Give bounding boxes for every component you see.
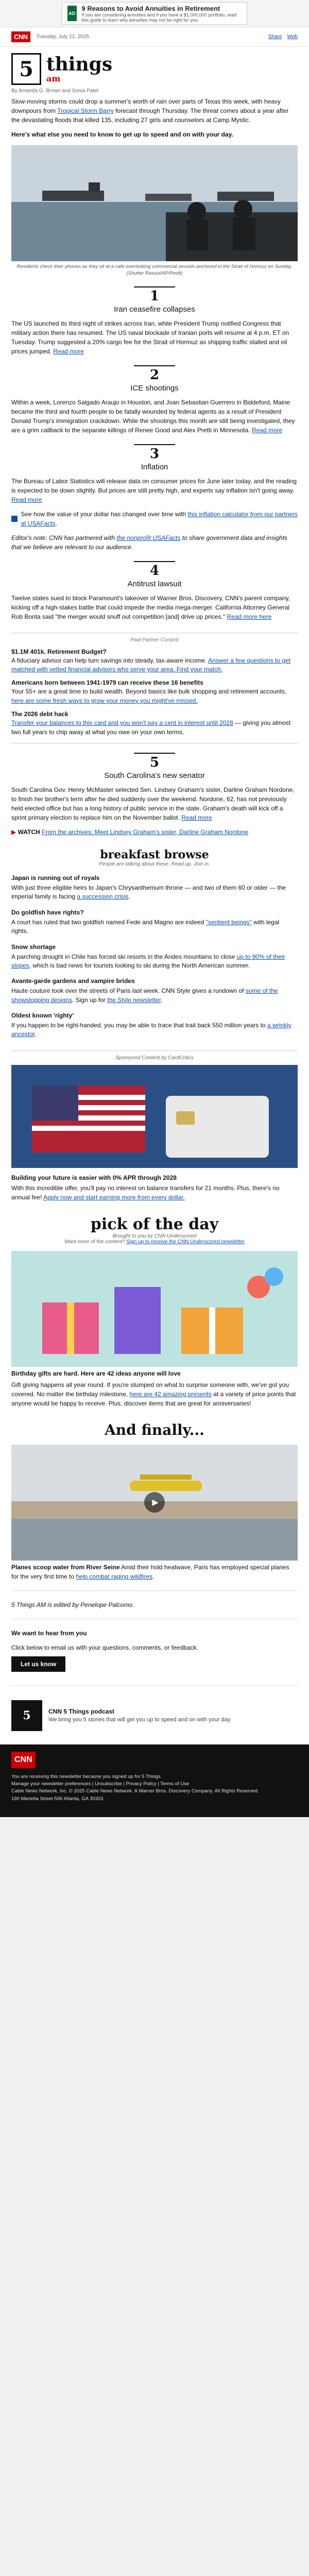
finally-body [0, 1563, 309, 1581]
credits-text: 5 Things AM is edited by Penelope Palcomo. [11, 1601, 134, 1608]
browse-item-title: Japan is running out of royals [11, 874, 100, 882]
watch-link[interactable]: From the archives: Meet Lindsey Graham's sister, Darline Graham Nordone [42, 828, 249, 836]
section-5-number: 5 [0, 755, 309, 770]
section-4-text: Twelve states sued to block Paramount's takeover of Warner Bros. Discovery, CNN's parent company, kicking off a high-stakes battle that could impede the media mega-merger. California Attorney General Rob Bonta said "the merger would snuff out competition [and] drive up prices." [11, 594, 290, 620]
browse-item-mid: . Sign up for [72, 996, 108, 1004]
intro-text-end: forecast through Thursday. The threat comes about a year after the devastating floods that killed 135, including 27 girls and counselors at Camp Mystic. [11, 107, 289, 124]
section-1-number: 1 [0, 289, 309, 304]
browse-item [11, 908, 298, 936]
browse-item [11, 1011, 298, 1039]
browse-item-end: . [35, 1030, 37, 1038]
browse-item-text: With just three eligible heirs to Japan's Chrysanthemum throne — and two of them 60 or older — the imperial family is facing [11, 884, 286, 901]
brand-bar [0, 27, 309, 47]
section-2-number: 2 [0, 367, 309, 383]
feedback-text: Click below to email us with your questions, comments, or feedback. [11, 1643, 198, 1651]
feedback-heading: We want to hear from you [11, 1629, 87, 1637]
sponsor-title[interactable]: Building your future is easier with 0% APR through 2028 [11, 1174, 177, 1181]
tropical-storm-link[interactable]: Tropical Storm Barry [57, 107, 114, 114]
intro [0, 97, 309, 139]
partner-item-title[interactable]: $1.1M 401k. Retirement Budget? [11, 648, 107, 655]
intro-lead: Here's what else you need to know to get up to speed and on with your day. [11, 131, 233, 138]
section-2-read-more[interactable]: Read more [251, 426, 283, 434]
paid-partner-block [11, 633, 298, 743]
share-link[interactable]: Share [268, 34, 282, 40]
style-newsletter-link[interactable]: the Style newsletter [107, 996, 161, 1004]
browse-item-end: with legal rights. [11, 918, 280, 935]
strait-photo [11, 145, 298, 261]
byline: By Amanda G. Brown and Sonia Patel [11, 88, 98, 94]
footer-address: 190 Marietta Street NW Atlanta, GA 30303 [11, 1795, 104, 1802]
podcast-promo[interactable] [0, 1695, 309, 1736]
footer-links[interactable]: Manage your newsletter preferences | Unsubscribe | Privacy Policy | Terms of Use [11, 1781, 190, 1787]
divider [11, 1685, 298, 1686]
editors-note [11, 533, 298, 552]
browse-item-text: If you happen to be right-handed, you may be able to trace that trait back 550 million years to [11, 1022, 267, 1029]
pick-signup-text: Want more of the content? [64, 1239, 127, 1245]
inflation-promo [11, 510, 298, 528]
breakfast-browse-list [0, 873, 309, 1039]
paid-partner-label: Paid Partner Content [130, 637, 179, 643]
sponsor-copy [11, 1173, 298, 1202]
ad-card[interactable] [62, 2, 247, 25]
browse-item-title: Snow shortage [11, 943, 56, 951]
breakfast-browse-subtitle: People are talking about these. Read up. Join in. [99, 861, 210, 867]
browse-item-link[interactable]: a wrinkly ancestor [11, 1022, 291, 1038]
finally-text: Amid their hold heatwave, Paris has employed special planes for the very first time to [11, 1563, 289, 1580]
note-text: Editor's note: CNN has partnered with [11, 534, 117, 541]
partner-item-link[interactable]: here are some fresh ways to grow your money you might've missed. [11, 697, 198, 704]
masthead [0, 47, 309, 88]
pick-body [0, 1369, 309, 1408]
finally-item-title: Planes scoop water from River Seine [11, 1563, 120, 1571]
note-text-end: to share government data and insights that we believe are relevant to our audience. [11, 534, 287, 551]
browse-item-end: , which is bad news for tourists looking to ski during the North American summer. [29, 961, 250, 969]
usafacts-link[interactable]: the nonprofit USAFacts [116, 534, 181, 541]
web-view-link[interactable]: Web [287, 34, 298, 40]
finally-link[interactable]: help combat raging wildfires [76, 1572, 153, 1580]
section-2-text: Within a week, Lorenzo Salgado Araujo in Houston, and Joan Sebastian Guerrero in Biddeford, Maine became the third and fourth people to be fatally wounded by federal agents as a result of President Donald Trump's immigration crackdown. While the shootings this month are still being investigated, they are a grim callback to the separate killings of Renee Good and Alex Pretti in Minnesota. [11, 398, 295, 434]
chart-icon [11, 516, 18, 522]
pick-text: Gift giving happens all year round. If you're stumped on what to surprise someone with, we've got you covered. No matter the birthday milestone, [11, 1381, 289, 1398]
sponsor-label: Sponsored Content by CardCritics [115, 1055, 194, 1061]
watch-line [11, 827, 298, 837]
partner-item-text: Your 55+ are a great time to build wealth. Beyond basics like bulk shopping and retirement accounts, [11, 688, 287, 696]
browse-item-title: Do goldfish have rights? [11, 908, 84, 916]
strait-scene [11, 145, 298, 261]
footer-cnn-logo[interactable]: CNN [11, 1752, 36, 1768]
section-1-text: The US launched its third night of strikes across Iran, while President Trump notified Congress that military action there has resumed. The US naval blockade of Iranian ports will resume at 4 p.m. ET on Tuesday. Trump suggested a 20% cargo fee for the Strait of Hormuz as shipping traffic stalled and oil prices jumped. [11, 319, 289, 355]
sponsor-image[interactable] [11, 1065, 298, 1168]
section-3-number: 3 [0, 446, 309, 462]
pick-text-end: at a variety of price points that anyone would be happy to receive. Plus, discover items that are great for anniversaries! [11, 1390, 296, 1407]
browse-item [11, 976, 298, 1005]
podcast-title[interactable]: CNN 5 Things podcast [48, 1708, 115, 1716]
issue-date: Tuesday, July 22, 2025 [36, 34, 89, 40]
browse-item-title: Avante-garde gardens and vampire brides [11, 977, 135, 985]
feedback-block [0, 1629, 309, 1652]
browse-item-end: . [128, 893, 130, 901]
browse-item-link[interactable]: some of the showstopping designs [11, 987, 278, 1004]
partner-item-link[interactable]: Transfer your balances to this card and you won't pay a cent in interest until 2028 [11, 719, 233, 727]
browse-item-text: A parching drought in Chile has forced ski resorts in the Andes mountains to close [11, 953, 237, 960]
flag-cards-illustration [11, 1065, 298, 1168]
section-2-title: ICE shootings [130, 383, 179, 393]
podcast-text: We bring you 5 stories that will get you up to speed and on with your day. [48, 1717, 232, 1723]
section-1-read-more[interactable]: Read more [53, 347, 84, 355]
breakfast-browse-title: breakfast browse [100, 848, 209, 861]
cnn-logo[interactable]: CNN [11, 31, 30, 42]
section-5-title: South Carolina's new senator [104, 771, 205, 780]
browse-item-end: . [161, 996, 163, 1004]
let-us-know-button[interactable]: Let us know [11, 1656, 65, 1672]
play-icon: ▶ [11, 828, 16, 836]
ad-logo: AD [67, 6, 77, 21]
ad-subtitle: If you are considering annuities and if you have a $1,000,000 portfolio, read this guide to learn why annuities may not be right for you. [81, 12, 237, 23]
pick-signup [0, 1239, 309, 1245]
sponsor-text: With this incredible offer, you'll pay no interest on balance transfers for 21 months. Plus, there's no annual fee! [11, 1184, 280, 1201]
pick-title: pick of the day [90, 1215, 219, 1233]
browse-item-text: A court has ruled that two goldfish named Fede and Magno are indeed [11, 918, 206, 926]
podcast-art: 5 [11, 1700, 42, 1731]
top-ad-banner[interactable] [0, 0, 309, 27]
footer-line: You are receiving this newsletter because you signed up for 5 Things. [11, 1773, 162, 1780]
inflation-promo-end: . [55, 519, 58, 527]
cardcritics-sponsor [11, 1050, 298, 1202]
sponsor-apply-link[interactable]: Apply now and start earning more from every dollar. [43, 1193, 185, 1201]
section-4-title: Antitrust lawsuit [127, 579, 182, 588]
intro-paragraph [11, 97, 298, 125]
section-5-body [0, 785, 309, 837]
browse-item-link[interactable]: up to 90% of their slopes [11, 953, 285, 969]
play-icon: ▶ [152, 1498, 159, 1507]
pick-sponsor: Brought to you by CNN Underscored [112, 1233, 197, 1239]
inflation-calculator-link[interactable]: this inflation calculator from our partners at USAFacts [21, 510, 298, 527]
credits [0, 1600, 309, 1609]
section-4-read-more[interactable]: Read more here [227, 613, 272, 620]
ad-title[interactable]: 9 Reasons to Avoid Annuities in Retirement [81, 4, 220, 12]
section-4-body [0, 594, 309, 621]
pick-item-title[interactable]: Birthday gifts are hard. Here are 42 ideas anyone will love [11, 1369, 181, 1377]
browse-item-text: Haute couture took over the streets of Paris last week. CNN Style gives a rundown of [11, 987, 246, 995]
watch-label: WATCH [18, 828, 40, 836]
partner-item-title[interactable]: Americans born between 1941-1979 can receive these 16 benefits [11, 679, 203, 687]
partner-item-title[interactable]: The 2026 debt hack [11, 710, 68, 718]
browse-item [11, 942, 298, 971]
browse-item-title: Oldest known 'righty' [11, 1012, 74, 1020]
inflation-promo-text: See how the value of your dollar has changed over time with [21, 510, 188, 518]
section-2-body [0, 398, 309, 435]
section-3-text: The Bureau of Labor Statistics will release data on consumer prices for June later today, and the reading is expected to be down slightly. But prices are still pretty high, and experts say inflation isn't going away. [11, 477, 297, 494]
section-1-body [0, 319, 309, 356]
section-1-title: Iran ceasefire collapses [114, 304, 195, 314]
footer-copyright: Cable News Network, Inc. © 2025 Cable News Network. A Warner Bros. Discovery Company. All Rights Reserved. [11, 1788, 259, 1794]
section-3-read-more[interactable]: Read more [11, 496, 42, 503]
finally-video[interactable] [11, 1445, 298, 1561]
browse-item [11, 873, 298, 902]
browse-item-link[interactable]: a succession crisis [77, 893, 129, 901]
finally-title: And finally... [105, 1421, 204, 1438]
gifts-photo[interactable] [11, 1251, 298, 1367]
footer [0, 1744, 309, 1817]
section-4-number: 4 [0, 563, 309, 579]
masthead-title: things [46, 53, 113, 75]
finally-text-end: . [152, 1572, 154, 1580]
partner-item-text: A fiduciary advisor can help turn savings into steady, tax-aware income. [11, 656, 208, 664]
masthead-edition: am [46, 73, 61, 83]
divider [11, 1590, 298, 1591]
photo-caption: Residents check their phones as they sit at a cafe overlooking commercial vessels anchored in the Strait of Hormuz on Sunday. (Shutter Rasoul/AP/Redit) [16, 264, 293, 277]
gifts-scene [11, 1251, 298, 1367]
section-5-text: South Carolina Gov. Henry McMaster selected Sen. Lindsey Graham's sister, Darline Graham Nordone, to finish her brother's term after he died suddenly over the weekend. Nordone, 62, has not previously held elected office but has a long history of public service in the state. Graham's death will kick off a sprint primary election to replace him on the November ballot. [11, 786, 295, 821]
pick-link[interactable]: here are 42 amazing presents [129, 1390, 212, 1398]
partner-item-text: — giving you almost two full years to chip away at what you owe on your own terms. [11, 719, 291, 736]
section-3-body [0, 477, 309, 552]
five-logo: 5 [11, 53, 41, 85]
partner-item-link[interactable]: Answer a few questions to get matched with vetted financial advisors who serve your area. Find your match. [11, 656, 291, 673]
underscored-signup-link[interactable]: Sign up to receive the CNN Underscored newsletter [126, 1239, 245, 1245]
section-5-read-more[interactable]: Read more [181, 814, 212, 821]
section-3-title: Inflation [141, 462, 168, 471]
intro-text: Slow-moving storms could drop a summer's worth of rain over parts of Texas this week, with heavy downpours from [11, 98, 281, 114]
browse-item-link[interactable]: "sentient beings" [205, 918, 252, 926]
